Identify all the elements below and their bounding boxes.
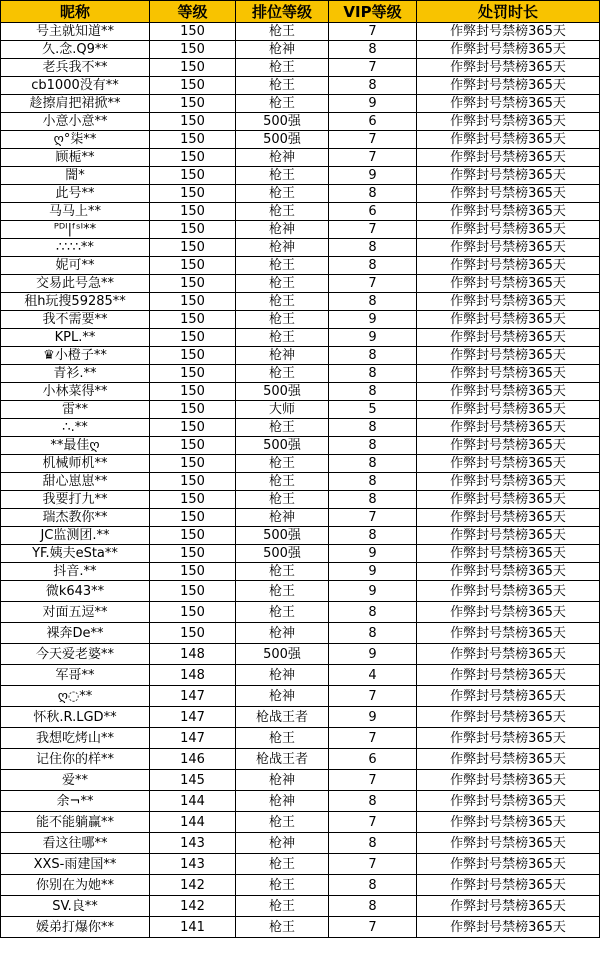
level-cell: 150: [150, 131, 236, 149]
vip-cell: 7: [329, 728, 417, 749]
level-cell: 150: [150, 167, 236, 185]
level-cell: 150: [150, 221, 236, 239]
rank-cell: 500强: [236, 527, 329, 545]
penalty-cell: 作弊封号禁榜365天: [417, 275, 600, 293]
penalty-cell: 作弊封号禁榜365天: [417, 563, 600, 581]
vip-cell: 7: [329, 854, 417, 875]
level-cell: 150: [150, 275, 236, 293]
rank-cell: 枪王: [236, 329, 329, 347]
table-row: [1, 770, 600, 791]
rank-cell: 枪王: [236, 917, 329, 938]
nickname-cell: 你别在为她**: [1, 875, 150, 896]
table-row: [1, 131, 600, 149]
penalty-cell: 作弊封号禁榜365天: [417, 383, 600, 401]
vip-cell: 5: [329, 401, 417, 419]
level-cell: 147: [150, 707, 236, 728]
nickname-cell: 马马上**: [1, 203, 150, 221]
penalty-cell: 作弊封号禁榜365天: [417, 23, 600, 41]
table-row: [1, 365, 600, 383]
level-cell: 150: [150, 185, 236, 203]
vip-cell: 8: [329, 833, 417, 854]
level-cell: 150: [150, 623, 236, 644]
nickname-cell: 机械师机**: [1, 455, 150, 473]
penalty-cell: 作弊封号禁榜365天: [417, 875, 600, 896]
header-level: 等级: [150, 1, 236, 23]
rank-cell: 枪神: [236, 347, 329, 365]
nickname-cell: 此号**: [1, 185, 150, 203]
header-vip: VIP等级: [329, 1, 417, 23]
table-row: [1, 401, 600, 419]
rank-cell: 枪神: [236, 686, 329, 707]
penalty-cell: 作弊封号禁榜365天: [417, 41, 600, 59]
vip-cell: 8: [329, 239, 417, 257]
vip-cell: 7: [329, 509, 417, 527]
level-cell: 150: [150, 527, 236, 545]
vip-cell: 8: [329, 623, 417, 644]
level-cell: 143: [150, 854, 236, 875]
level-cell: 150: [150, 59, 236, 77]
penalty-cell: 作弊封号禁榜365天: [417, 113, 600, 131]
level-cell: 142: [150, 896, 236, 917]
rank-cell: 枪神: [236, 149, 329, 167]
level-cell: 150: [150, 257, 236, 275]
vip-cell: 8: [329, 455, 417, 473]
table-row: [1, 491, 600, 509]
rank-cell: 枪王: [236, 602, 329, 623]
level-cell: 150: [150, 329, 236, 347]
penalty-cell: 作弊封号禁榜365天: [417, 707, 600, 728]
vip-cell: 9: [329, 707, 417, 728]
rank-cell: 枪王: [236, 275, 329, 293]
penalty-cell: 作弊封号禁榜365天: [417, 185, 600, 203]
level-cell: 150: [150, 545, 236, 563]
table-row: [1, 749, 600, 770]
level-cell: 150: [150, 41, 236, 59]
nickname-cell: 裸奔De**: [1, 623, 150, 644]
table-body: [1, 23, 600, 938]
nickname-cell: 看这往哪**: [1, 833, 150, 854]
table-row: [1, 41, 600, 59]
nickname-cell: 老兵我不**: [1, 59, 150, 77]
penalty-cell: 作弊封号禁榜365天: [417, 347, 600, 365]
table-row: [1, 185, 600, 203]
rank-cell: 500强: [236, 113, 329, 131]
header-row: [1, 1, 600, 23]
vip-cell: 7: [329, 221, 417, 239]
penalty-cell: 作弊封号禁榜365天: [417, 749, 600, 770]
table-row: [1, 707, 600, 728]
level-cell: 147: [150, 686, 236, 707]
rank-cell: 枪神: [236, 509, 329, 527]
rank-cell: 大师: [236, 401, 329, 419]
level-cell: 150: [150, 455, 236, 473]
table-row: [1, 239, 600, 257]
vip-cell: 8: [329, 41, 417, 59]
nickname-cell: 对面五逗**: [1, 602, 150, 623]
table-row: [1, 221, 600, 239]
nickname-cell: ღ◌**: [1, 686, 150, 707]
vip-cell: 9: [329, 644, 417, 665]
nickname-cell: 青衫.**: [1, 365, 150, 383]
table-row: [1, 563, 600, 581]
nickname-cell: 我不需要**: [1, 311, 150, 329]
vip-cell: 7: [329, 149, 417, 167]
penalty-cell: 作弊封号禁榜365天: [417, 644, 600, 665]
level-cell: 141: [150, 917, 236, 938]
rank-cell: 枪王: [236, 203, 329, 221]
vip-cell: 9: [329, 95, 417, 113]
penalty-cell: 作弊封号禁榜365天: [417, 896, 600, 917]
nickname-cell: 我想吃烤山**: [1, 728, 150, 749]
penalty-cell: 作弊封号禁榜365天: [417, 311, 600, 329]
table-row: [1, 437, 600, 455]
rank-cell: 枪王: [236, 257, 329, 275]
nickname-cell: ღ°柒**: [1, 131, 150, 149]
nickname-cell: JC监测团.**: [1, 527, 150, 545]
penalty-cell: 作弊封号禁榜365天: [417, 623, 600, 644]
rank-cell: 枪王: [236, 854, 329, 875]
level-cell: 148: [150, 665, 236, 686]
vip-cell: 9: [329, 167, 417, 185]
table-row: [1, 149, 600, 167]
table-row: [1, 791, 600, 812]
nickname-cell: cb1000没有**: [1, 77, 150, 95]
penalty-cell: 作弊封号禁榜365天: [417, 437, 600, 455]
vip-cell: 7: [329, 812, 417, 833]
vip-cell: 8: [329, 77, 417, 95]
table-row: [1, 95, 600, 113]
nickname-cell: 雷**: [1, 401, 150, 419]
nickname-cell: KPL.**: [1, 329, 150, 347]
level-cell: 147: [150, 728, 236, 749]
table-row: [1, 455, 600, 473]
rank-cell: 枪王: [236, 419, 329, 437]
penalty-cell: 作弊封号禁榜365天: [417, 257, 600, 275]
penalty-cell: 作弊封号禁榜365天: [417, 131, 600, 149]
penalty-cell: 作弊封号禁榜365天: [417, 59, 600, 77]
penalty-cell: 作弊封号禁榜365天: [417, 728, 600, 749]
vip-cell: 8: [329, 419, 417, 437]
table-row: [1, 527, 600, 545]
table-row: [1, 203, 600, 221]
vip-cell: 7: [329, 131, 417, 149]
table-row: [1, 383, 600, 401]
level-cell: 142: [150, 875, 236, 896]
table-header: [1, 1, 600, 23]
penalty-cell: 作弊封号禁榜365天: [417, 221, 600, 239]
level-cell: 150: [150, 602, 236, 623]
penalty-cell: 作弊封号禁榜365天: [417, 365, 600, 383]
nickname-cell: 余¬**: [1, 791, 150, 812]
penalty-cell: 作弊封号禁榜365天: [417, 329, 600, 347]
nickname-cell: 抖音.**: [1, 563, 150, 581]
rank-cell: 枪王: [236, 365, 329, 383]
rank-cell: 枪王: [236, 875, 329, 896]
level-cell: 148: [150, 644, 236, 665]
table-row: [1, 311, 600, 329]
nickname-cell: 闇*: [1, 167, 150, 185]
vip-cell: 8: [329, 602, 417, 623]
nickname-cell: 甜心崽崽**: [1, 473, 150, 491]
table-row: [1, 833, 600, 854]
nickname-cell: YF.姨夫eSta**: [1, 545, 150, 563]
table-row: [1, 581, 600, 602]
rank-cell: 枪王: [236, 728, 329, 749]
vip-cell: 8: [329, 347, 417, 365]
level-cell: 145: [150, 770, 236, 791]
rank-cell: 枪王: [236, 473, 329, 491]
level-cell: 150: [150, 347, 236, 365]
rank-cell: 枪王: [236, 59, 329, 77]
rank-cell: 枪神: [236, 770, 329, 791]
nickname-cell: 瑞杰教你**: [1, 509, 150, 527]
nickname-cell: 趁擦肩把裙掀**: [1, 95, 150, 113]
level-cell: 150: [150, 239, 236, 257]
vip-cell: 8: [329, 383, 417, 401]
vip-cell: 8: [329, 875, 417, 896]
level-cell: 150: [150, 383, 236, 401]
vip-cell: 6: [329, 203, 417, 221]
nickname-cell: 小林菜得**: [1, 383, 150, 401]
vip-cell: 8: [329, 527, 417, 545]
penalty-cell: 作弊封号禁榜365天: [417, 686, 600, 707]
nickname-cell: 记住你的样**: [1, 749, 150, 770]
nickname-cell: 顾栀**: [1, 149, 150, 167]
table-row: [1, 812, 600, 833]
level-cell: 150: [150, 77, 236, 95]
rank-cell: 枪王: [236, 491, 329, 509]
nickname-cell: ᴾᴰᴵ|ᶠˢᴵ**: [1, 221, 150, 239]
level-cell: 150: [150, 563, 236, 581]
level-cell: 150: [150, 23, 236, 41]
level-cell: 150: [150, 491, 236, 509]
nickname-cell: 爱**: [1, 770, 150, 791]
rank-cell: 500强: [236, 437, 329, 455]
level-cell: 150: [150, 95, 236, 113]
penalty-cell: 作弊封号禁榜365天: [417, 833, 600, 854]
nickname-cell: 微k643**: [1, 581, 150, 602]
vip-cell: 8: [329, 257, 417, 275]
rank-cell: 枪神: [236, 41, 329, 59]
rank-cell: 枪王: [236, 812, 329, 833]
penalty-cell: 作弊封号禁榜365天: [417, 854, 600, 875]
nickname-cell: 妮可**: [1, 257, 150, 275]
nickname-cell: ∴∵∴**: [1, 239, 150, 257]
rank-cell: 枪王: [236, 563, 329, 581]
header-nickname: 昵称: [1, 1, 150, 23]
penalty-cell: 作弊封号禁榜365天: [417, 95, 600, 113]
rank-cell: 枪神: [236, 239, 329, 257]
level-cell: 150: [150, 113, 236, 131]
table-row: [1, 419, 600, 437]
table-row: [1, 347, 600, 365]
penalty-cell: 作弊封号禁榜365天: [417, 791, 600, 812]
vip-cell: 4: [329, 665, 417, 686]
level-cell: 150: [150, 401, 236, 419]
table-row: [1, 917, 600, 938]
vip-cell: 7: [329, 686, 417, 707]
penalty-cell: 作弊封号禁榜365天: [417, 581, 600, 602]
table-row: [1, 686, 600, 707]
vip-cell: 7: [329, 23, 417, 41]
penalty-cell: 作弊封号禁榜365天: [417, 545, 600, 563]
penalty-cell: 作弊封号禁榜365天: [417, 602, 600, 623]
table-row: [1, 875, 600, 896]
nickname-cell: ∴.**: [1, 419, 150, 437]
nickname-cell: 租h玩搜59285**: [1, 293, 150, 311]
table-row: [1, 77, 600, 95]
vip-cell: 9: [329, 563, 417, 581]
rank-cell: 枪神: [236, 833, 329, 854]
penalty-cell: 作弊封号禁榜365天: [417, 509, 600, 527]
nickname-cell: 久.念.Q9**: [1, 41, 150, 59]
rank-cell: 枪王: [236, 77, 329, 95]
vip-cell: 9: [329, 329, 417, 347]
penalty-cell: 作弊封号禁榜365天: [417, 917, 600, 938]
level-cell: 150: [150, 581, 236, 602]
level-cell: 150: [150, 419, 236, 437]
table-row: [1, 293, 600, 311]
penalty-cell: 作弊封号禁榜365天: [417, 77, 600, 95]
nickname-cell: 今天爱老婆**: [1, 644, 150, 665]
level-cell: 150: [150, 365, 236, 383]
penalty-cell: 作弊封号禁榜365天: [417, 203, 600, 221]
table-row: [1, 644, 600, 665]
vip-cell: 9: [329, 311, 417, 329]
level-cell: 150: [150, 311, 236, 329]
table-row: [1, 896, 600, 917]
penalty-cell: 作弊封号禁榜365天: [417, 527, 600, 545]
vip-cell: 8: [329, 791, 417, 812]
table-row: [1, 59, 600, 77]
vip-cell: 6: [329, 749, 417, 770]
rank-cell: 枪王: [236, 581, 329, 602]
penalty-cell: 作弊封号禁榜365天: [417, 239, 600, 257]
table-row: [1, 728, 600, 749]
table-row: [1, 473, 600, 491]
level-cell: 146: [150, 749, 236, 770]
nickname-cell: 小意小意**: [1, 113, 150, 131]
rank-cell: 枪王: [236, 167, 329, 185]
table-row: [1, 545, 600, 563]
level-cell: 150: [150, 293, 236, 311]
vip-cell: 7: [329, 59, 417, 77]
vip-cell: 8: [329, 491, 417, 509]
level-cell: 143: [150, 833, 236, 854]
penalty-cell: 作弊封号禁榜365天: [417, 167, 600, 185]
vip-cell: 8: [329, 437, 417, 455]
nickname-cell: 能不能躺赢**: [1, 812, 150, 833]
vip-cell: 7: [329, 275, 417, 293]
nickname-cell: **最佳ღ: [1, 437, 150, 455]
vip-cell: 8: [329, 365, 417, 383]
table-row: [1, 23, 600, 41]
penalty-cell: 作弊封号禁榜365天: [417, 293, 600, 311]
nickname-cell: 我要打九**: [1, 491, 150, 509]
level-cell: 150: [150, 149, 236, 167]
rank-cell: 枪王: [236, 185, 329, 203]
rank-cell: 枪王: [236, 293, 329, 311]
rank-cell: 枪战王者: [236, 707, 329, 728]
rank-cell: 枪战王者: [236, 749, 329, 770]
rank-cell: 500强: [236, 131, 329, 149]
level-cell: 150: [150, 437, 236, 455]
rank-cell: 枪神: [236, 623, 329, 644]
rank-cell: 500强: [236, 383, 329, 401]
rank-cell: 枪王: [236, 455, 329, 473]
penalty-cell: 作弊封号禁榜365天: [417, 419, 600, 437]
table-row: [1, 509, 600, 527]
rank-cell: 500强: [236, 545, 329, 563]
penalty-cell: 作弊封号禁榜365天: [417, 812, 600, 833]
level-cell: 150: [150, 203, 236, 221]
rank-cell: 枪神: [236, 791, 329, 812]
vip-cell: 9: [329, 545, 417, 563]
penalty-cell: 作弊封号禁榜365天: [417, 473, 600, 491]
vip-cell: 6: [329, 113, 417, 131]
penalty-cell: 作弊封号禁榜365天: [417, 491, 600, 509]
level-cell: 144: [150, 812, 236, 833]
rank-cell: 枪王: [236, 311, 329, 329]
rank-cell: 枪神: [236, 665, 329, 686]
penalty-cell: 作弊封号禁榜365天: [417, 401, 600, 419]
table-row: [1, 602, 600, 623]
rank-cell: 500强: [236, 644, 329, 665]
level-cell: 150: [150, 473, 236, 491]
rank-cell: 枪王: [236, 896, 329, 917]
penalty-cell: 作弊封号禁榜365天: [417, 665, 600, 686]
vip-cell: 8: [329, 293, 417, 311]
nickname-cell: 军哥**: [1, 665, 150, 686]
nickname-cell: 怀秋.R.LGD**: [1, 707, 150, 728]
nickname-cell: SV.良**: [1, 896, 150, 917]
table-row: [1, 854, 600, 875]
nickname-cell: 交易此号急**: [1, 275, 150, 293]
level-cell: 150: [150, 509, 236, 527]
table-row: [1, 275, 600, 293]
level-cell: 144: [150, 791, 236, 812]
penalty-cell: 作弊封号禁榜365天: [417, 455, 600, 473]
vip-cell: 8: [329, 473, 417, 491]
rank-cell: 枪王: [236, 95, 329, 113]
rank-cell: 枪神: [236, 221, 329, 239]
table-row: [1, 623, 600, 644]
nickname-cell: 号主就知道**: [1, 23, 150, 41]
penalty-cell: 作弊封号禁榜365天: [417, 149, 600, 167]
vip-cell: 7: [329, 770, 417, 791]
vip-cell: 8: [329, 896, 417, 917]
table-row: [1, 167, 600, 185]
table-row: [1, 329, 600, 347]
penalty-cell: 作弊封号禁榜365天: [417, 770, 600, 791]
nickname-cell: XXS-雨建国**: [1, 854, 150, 875]
vip-cell: 7: [329, 917, 417, 938]
rank-cell: 枪王: [236, 23, 329, 41]
table-row: [1, 113, 600, 131]
header-rank: 排位等级: [236, 1, 329, 23]
header-penalty: 处罚时长: [417, 1, 600, 23]
nickname-cell: ♛小橙子**: [1, 347, 150, 365]
vip-cell: 8: [329, 185, 417, 203]
table-row: [1, 257, 600, 275]
table-row: [1, 665, 600, 686]
nickname-cell: 媛弟打爆你**: [1, 917, 150, 938]
vip-cell: 9: [329, 581, 417, 602]
